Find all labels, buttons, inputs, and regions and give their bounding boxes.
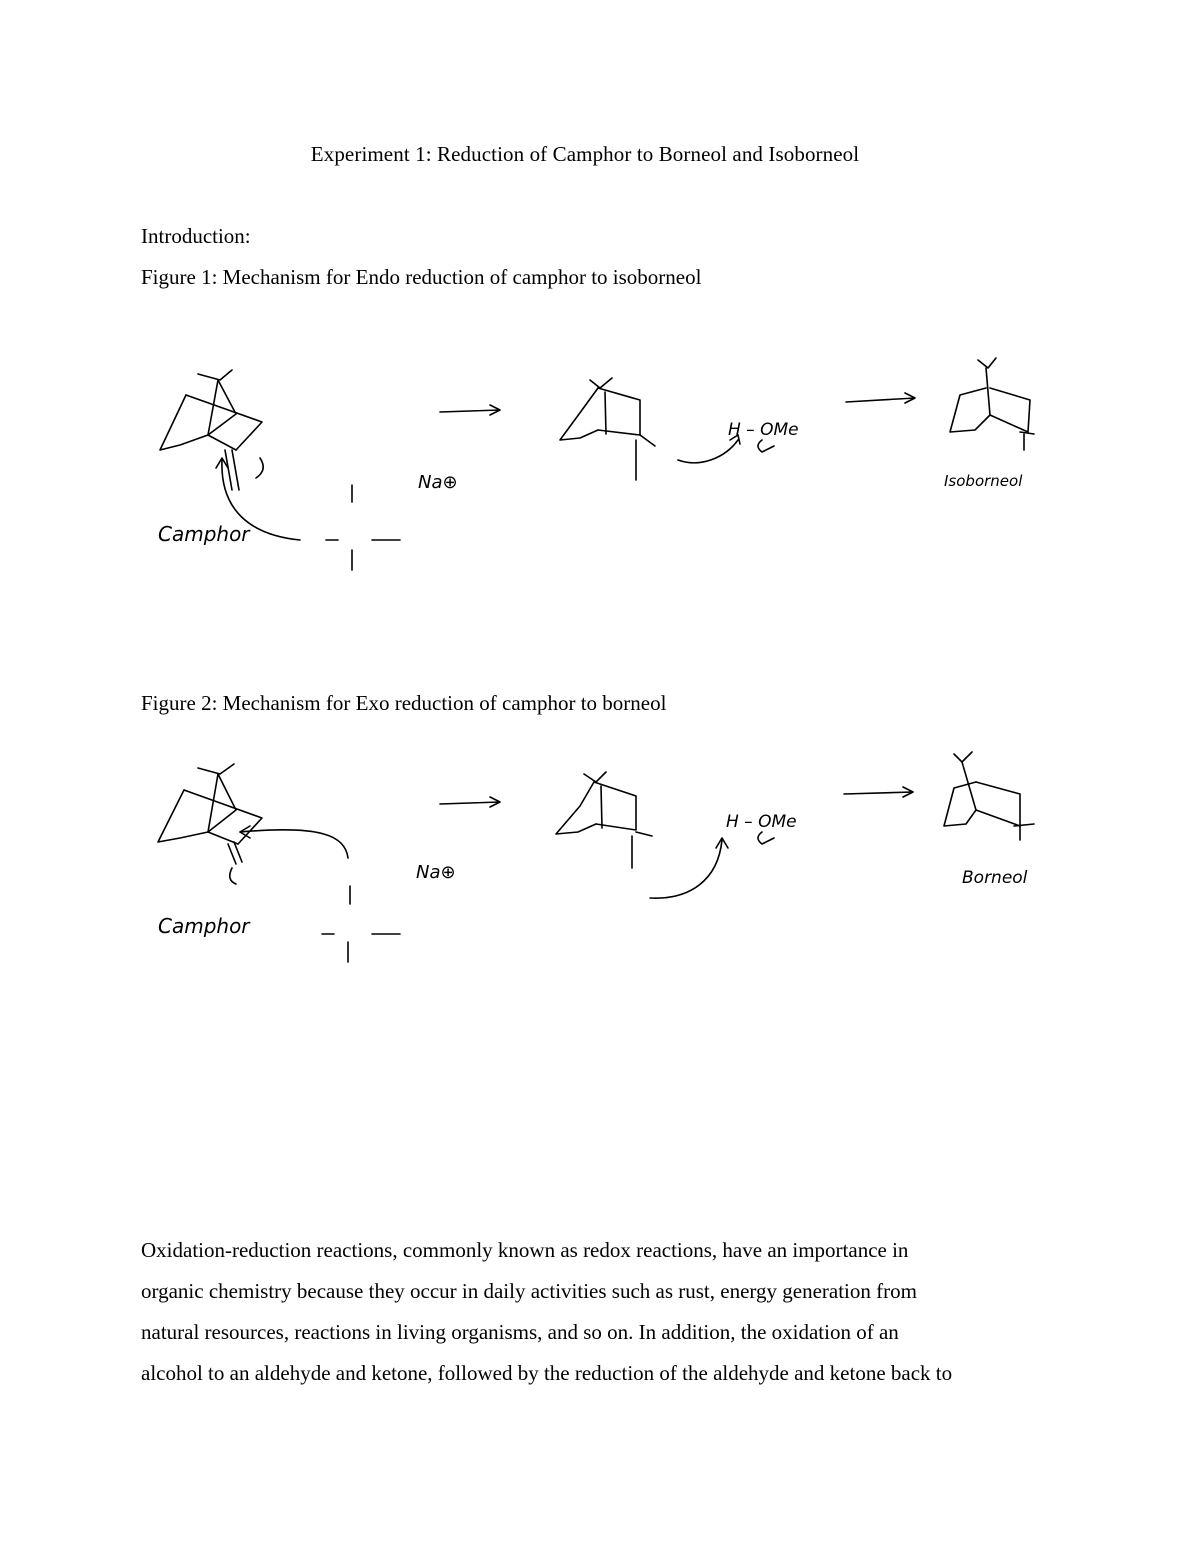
borohydride-structure	[322, 886, 400, 962]
figure-1-counter-ion: Na⊕	[418, 472, 458, 493]
figure-2-methoxide-label: H – OMe	[726, 812, 797, 832]
section-heading-introduction: Introduction:	[141, 224, 251, 248]
hydride-attack-arrow	[240, 830, 348, 858]
reaction-arrow-2	[844, 787, 913, 797]
paragraph-line: alcohol to an aldehyde and ketone, followed by the reduction of the aldehyde and ketone back to	[141, 1361, 953, 1385]
camphor-structure	[160, 370, 263, 490]
figure-2-caption: Figure 2: Mechanism for Exo reduction of camphor to borneol	[141, 691, 667, 715]
figure-2-reactant-label: Camphor	[158, 914, 250, 938]
figure-1-methoxide-label: H – OMe	[728, 420, 799, 440]
reaction-arrow-1	[440, 797, 500, 807]
figure-1-product-label: Isoborneol	[944, 472, 1023, 490]
figure-2-product-label: Borneol	[962, 868, 1028, 888]
figure-2-counter-ion: Na⊕	[416, 862, 456, 883]
paragraph-line: Oxidation-reduction reactions, commonly known as redox reactions, have an importance in	[141, 1238, 909, 1262]
figure-1-reactant-label: Camphor	[158, 522, 250, 546]
borneol-structure	[944, 752, 1034, 840]
document-title: Experiment 1: Reduction of Camphor to Borneol and Isoborneol	[310, 142, 860, 166]
reaction-arrow-1	[440, 405, 500, 415]
reaction-arrow-2	[846, 393, 915, 403]
alkoxide-intermediate	[556, 772, 774, 898]
isoborneol-structure	[950, 358, 1034, 450]
paragraph-line: organic chemistry because they occur in daily activities such as rust, energy generation from	[141, 1279, 917, 1303]
figure-1-caption: Figure 1: Mechanism for Endo reduction of camphor to isoborneol	[141, 265, 702, 289]
introduction-paragraph	[141, 1230, 1066, 1394]
camphor-structure	[158, 764, 262, 884]
paragraph-line: natural resources, reactions in living organisms, and so on. In addition, the oxidation of an	[141, 1320, 899, 1344]
borohydride-structure	[326, 485, 400, 570]
